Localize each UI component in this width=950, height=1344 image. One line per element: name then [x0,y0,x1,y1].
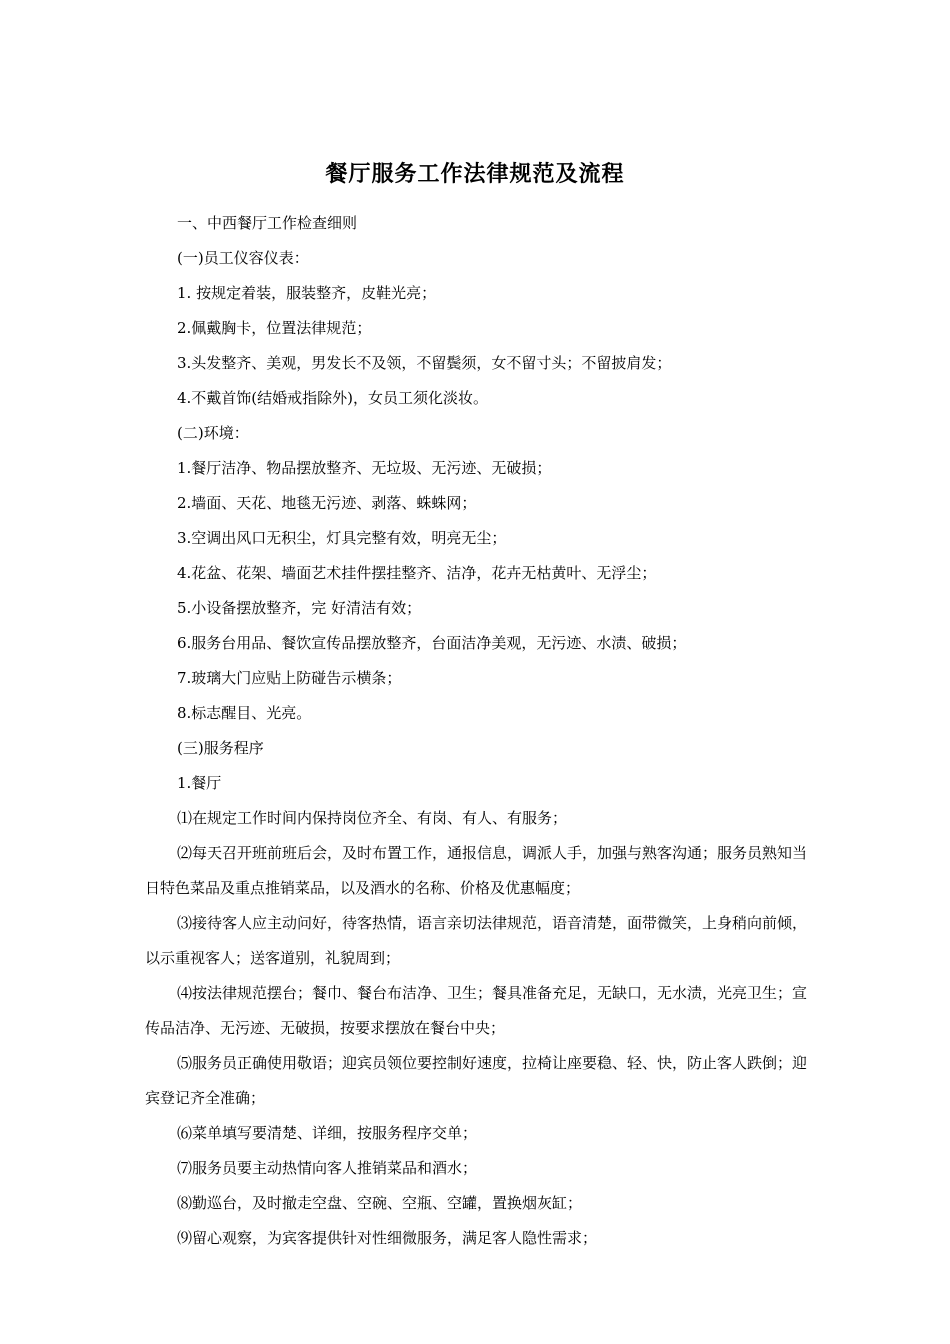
list-item: 4.花盆、花架、墙面艺术挂件摆挂整齐、洁净，花卉无枯黄叶、无浮尘； [177,564,657,582]
list-item: 3.头发整齐、美观，男发长不及领，不留鬓须，女不留寸头；不留披肩发； [177,354,672,372]
list-item: 2.墙面、天花、地毯无污迹、剥落、蛛蛛网； [177,494,477,512]
list-item: ⑼留心观察，为宾客提供针对性细微服务，满足客人隐性需求； [177,1229,598,1247]
list-item: ⑻勤巡台，及时撤走空盘、空碗、空瓶、空罐，置换烟灰缸； [177,1194,583,1212]
list-item: 1.餐厅洁净、物品摆放整齐、无垃圾、无污迹、无破损； [177,459,552,477]
list-item: ⑸服务员正确使用敬语；迎宾员领位要控制好速度，拉椅让座要稳、轻、快，防止客人跌倒；迎宾登记齐全准确； [145,1054,808,1107]
list-item: 6.服务台用品、餐饮宣传品摆放整齐，台面洁净美观，无污迹、水渍、破损； [177,634,687,652]
document-body [145,206,807,1256]
list-item: ⑶接待客人应主动问好，待客热情，语言亲切法律规范，语音清楚，面带微笑，上身稍向前倾，以示重视客人；送客道别，礼貌周到； [145,914,808,967]
list-item: 1.餐厅 [177,774,222,792]
list-item: 1. 按规定着装，服装整齐，皮鞋光亮； [177,284,437,302]
section-heading: 一、中西餐厅工作检查细则 [177,214,358,232]
list-item: 2.佩戴胸卡，位置法律规范； [177,319,372,337]
subsection-heading: (一)员工仪容仪表： [177,249,309,267]
subsection-heading: (三)服务程序 [177,739,264,757]
list-item: ⑵每天召开班前班后会，及时布置工作，通报信息，调派人手，加强与熟客沟通；服务员熟知当日特色菜品及重点推销菜品，以及酒水的名称、价格及优惠幅度； [145,844,808,897]
subsection-heading: (二)环境： [177,424,249,442]
document-title: 餐厅服务工作法律规范及流程 [325,162,625,187]
list-item: ⑺服务员要主动热情向客人推销菜品和酒水； [177,1159,478,1177]
list-item: ⑹菜单填写要清楚、详细，按服务程序交单； [177,1124,478,1142]
list-item: 8.标志醒目、光亮。 [177,704,312,722]
list-item: ⑴在规定工作时间内保持岗位齐全、有岗、有人、有服务； [177,809,568,827]
list-item: 4.不戴首饰(结婚戒指除外)，女员工须化淡妆。 [177,389,489,407]
list-item: ⑷按法律规范摆台；餐巾、餐台布洁净、卫生；餐具准备充足，无缺口，无水渍，光亮卫生；宣传品洁净、无污迹、无破损，按要求摆放在餐台中央； [145,984,808,1037]
list-item: 3.空调出风口无积尘，灯具完整有效，明亮无尘； [177,529,507,547]
list-item: 7.玻璃大门应贴上防碰告示横条； [177,669,402,687]
list-item: 5.小设备摆放整齐，完 好清洁有效； [177,599,422,617]
